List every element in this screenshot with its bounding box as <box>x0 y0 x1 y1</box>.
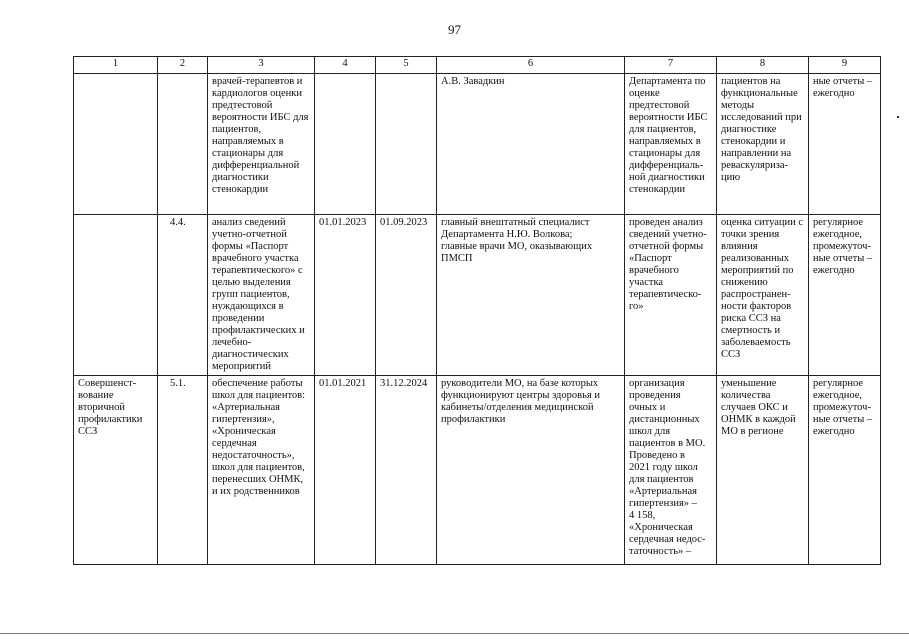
header-col-5: 5 <box>376 57 437 74</box>
table-row <box>74 74 881 215</box>
cell-effect: пациентов на функциональные методы исследований при диагностике стенокардии и направлении на реваскуляриза- цию <box>717 74 809 215</box>
cell-measure: врачей-терапевтов и кардиологов оценки предтестовой вероятности ИБС для пациентов, направляемых в стационары для дифференциальной диагностики стенокардии <box>208 74 315 215</box>
cell-end-date: 31.12.2024 <box>376 376 437 565</box>
cell-reporting: регулярное ежегодное, промежуточ- ные отчеты – ежегодно <box>809 215 881 376</box>
cell-start-date: 01.01.2021 <box>315 376 376 565</box>
cell-responsible: главный внештатный специалист Департамента Н.Ю. Волкова; главные врачи МО, оказывающих ПМСП <box>437 215 625 376</box>
cell-number <box>158 74 208 215</box>
cell-effect: оценка ситуации с точки зрения влияния реализованных мероприятий по снижению распространен- ности факторов риска ССЗ на смертность и заболеваемость ССЗ <box>717 215 809 376</box>
header-col-6: 6 <box>437 57 625 74</box>
cell-result: организация проведения очных и дистанционных школ для пациентов в МО. Проведено в 2021 году школ для пациентов «Артериальная гипертензия» – 4 158, «Хроническая сердечная недос- таточность» – <box>625 376 717 565</box>
cell-result: проведен анализ сведений учетно- отчетной формы «Паспорт врачебного участка терапевтическо- го» <box>625 215 717 376</box>
cell-start-date <box>315 74 376 215</box>
cell-task <box>74 74 158 215</box>
table-row <box>74 376 881 565</box>
cell-start-date: 01.01.2023 <box>315 215 376 376</box>
header-col-1: 1 <box>74 57 158 74</box>
header-col-9: 9 <box>809 57 881 74</box>
cell-effect: уменьшение количества случаев ОКС и ОНМК в каждой МО в регионе <box>717 376 809 565</box>
cell-responsible: руководители МО, на базе которых функционируют центры здоровья и кабинеты/отделения медицинской профилактики <box>437 376 625 565</box>
cell-task <box>74 215 158 376</box>
cell-responsible: А.В. Завадкин <box>437 74 625 215</box>
cell-number: 4.4. <box>158 215 208 376</box>
table-row <box>74 215 881 376</box>
cell-measure: анализ сведений учетно-отчетной формы «Паспорт врачебного участка терапевтического» с целью выделения групп пациентов, нуждающихся в проведении профилактических и лечебно- диагностических мероприятий <box>208 215 315 376</box>
cell-measure: обеспечение работы школ для пациентов: «Артериальная гипертензия», «Хроническая сердечная недостаточность», школ для пациентов, перенесших ОНМК, и их родственников <box>208 376 315 565</box>
cell-task: Совершенст- вование вторичной профилактики ССЗ <box>74 376 158 565</box>
page-bottom-edge <box>0 633 909 634</box>
cell-end-date: 01.09.2023 <box>376 215 437 376</box>
header-col-8: 8 <box>717 57 809 74</box>
cell-number: 5.1. <box>158 376 208 565</box>
cell-reporting: регулярное ежегодное, промежуточ- ные отчеты – ежегодно <box>809 376 881 565</box>
header-col-7: 7 <box>625 57 717 74</box>
header-col-3: 3 <box>208 57 315 74</box>
scan-speck <box>897 116 899 118</box>
cell-end-date <box>376 74 437 215</box>
measures-table <box>73 56 881 565</box>
page-number: 97 <box>448 22 461 37</box>
cell-result: Департамента по оценке предтестовой вероятности ИБС для пациентов, направляемых в стационары для дифференциаль- ной диагностики стенокардии <box>625 74 717 215</box>
header-row <box>74 57 881 74</box>
header-col-2: 2 <box>158 57 208 74</box>
cell-reporting: ные отчеты – ежегодно <box>809 74 881 215</box>
header-col-4: 4 <box>315 57 376 74</box>
